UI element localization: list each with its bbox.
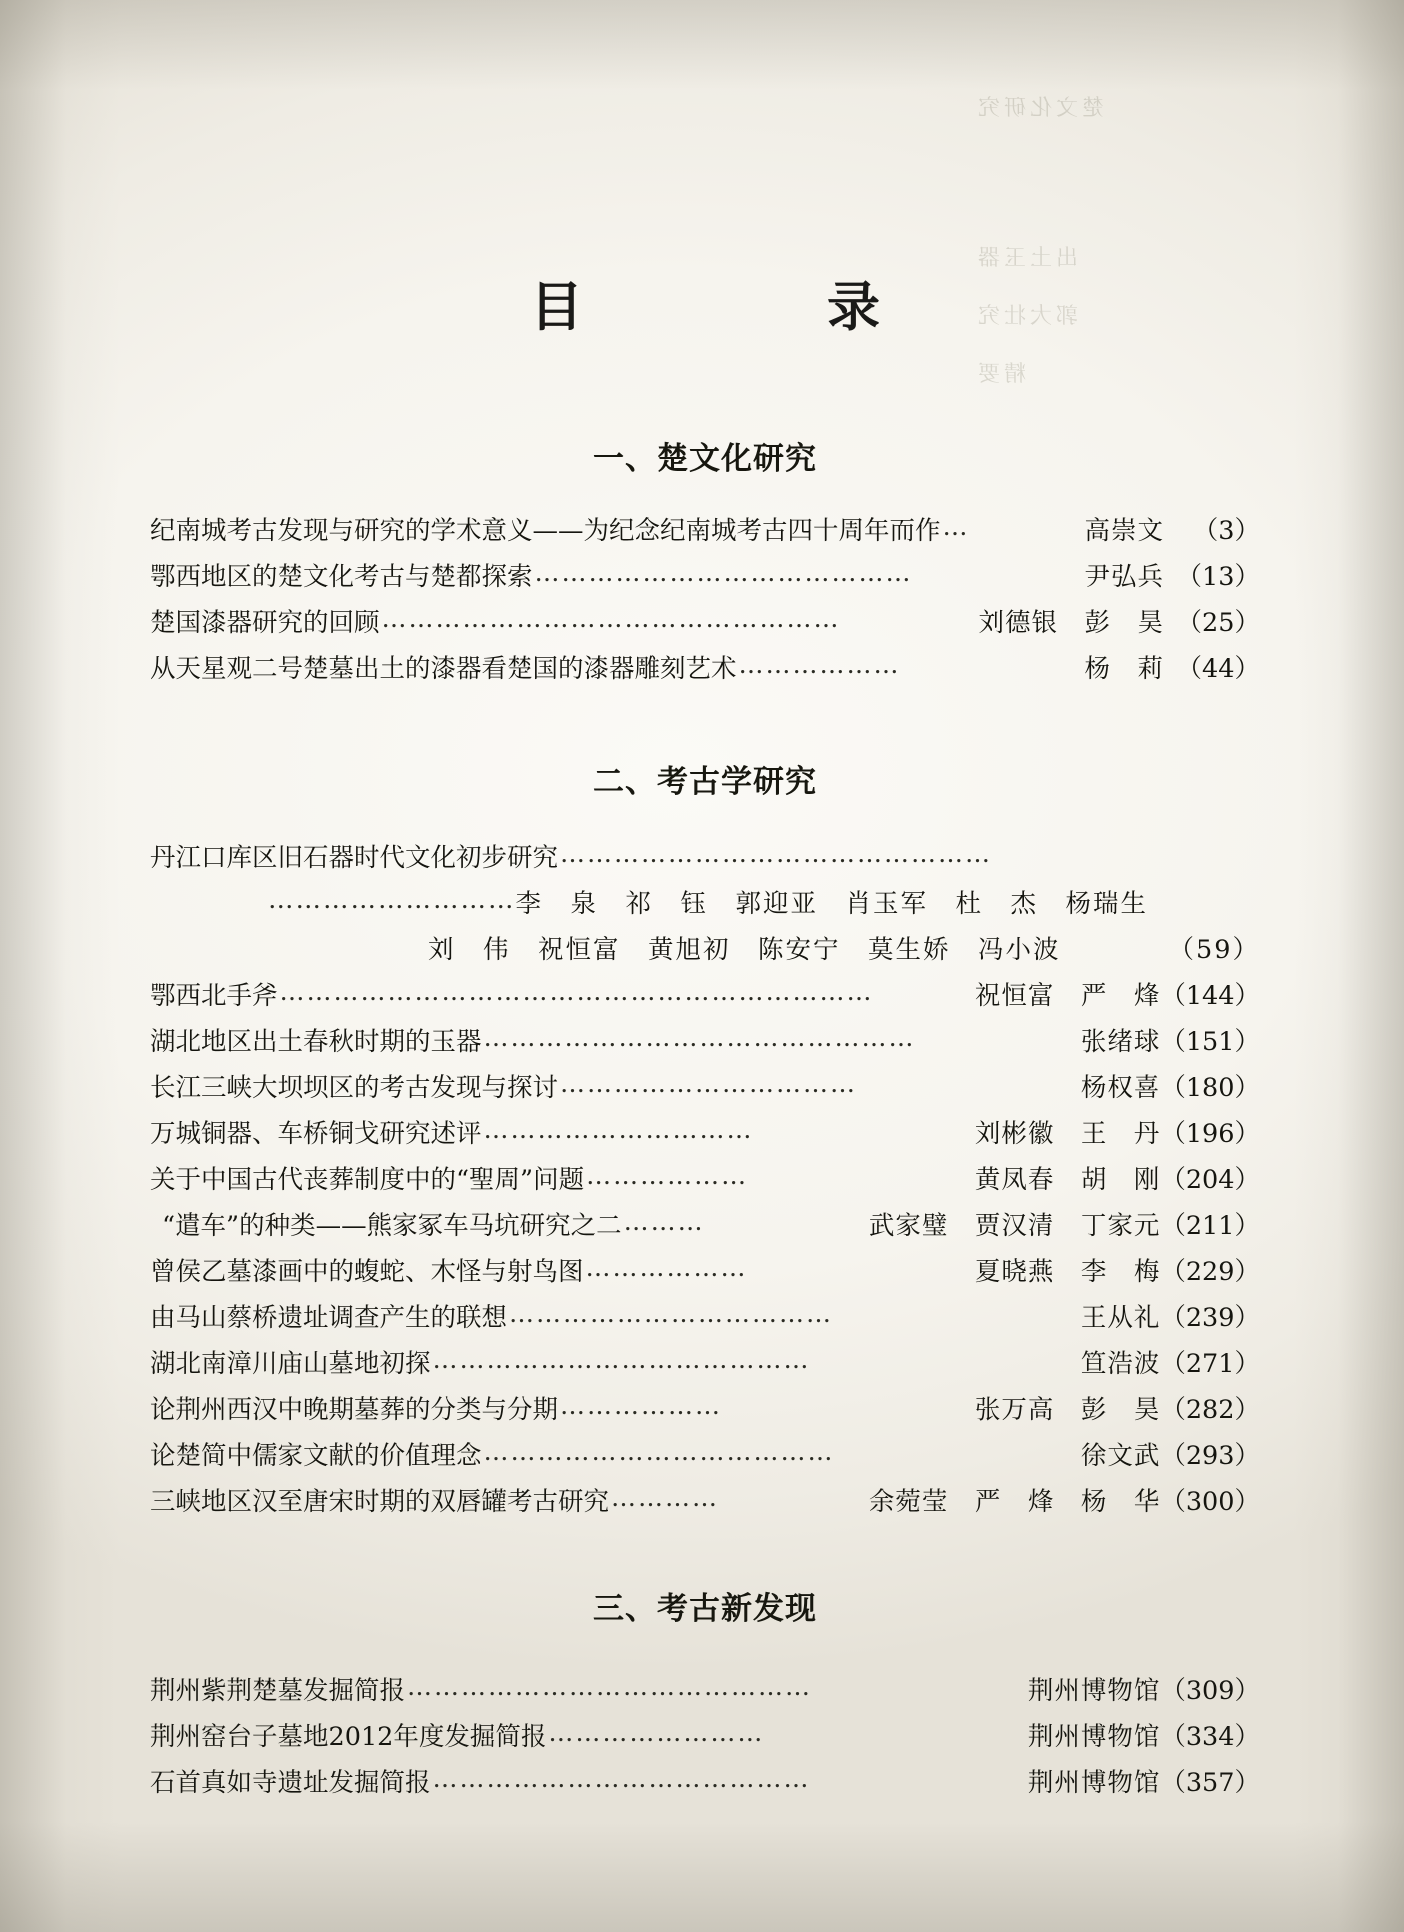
entry-title: 由马山蔡桥遗址调查产生的联想 <box>150 1303 508 1333</box>
entry-leader-dots: ………………………… <box>483 1115 754 1144</box>
entry-leader-dots: ………………………………………… <box>483 1023 916 1052</box>
entry-authors: 张万高 彭 昊 <box>974 1395 1161 1425</box>
showthrough-line-2: 出土玉器 <box>974 246 1079 271</box>
entry-authors: 荆州博物馆 <box>1027 1676 1161 1706</box>
entry-authors: 武家璧 贾汉清 丁家元 <box>868 1211 1161 1241</box>
entry-authors: 尹弘兵 <box>1084 562 1164 592</box>
entry-authors: 夏晓燕 李 梅 <box>974 1257 1161 1287</box>
entry-leader-dots: ……………… <box>560 1391 723 1420</box>
entry-leader-dots: …………………………………………… <box>381 604 841 633</box>
entry-title: 荆州紫荆楚墓发掘简报 <box>150 1676 406 1706</box>
entry-authors: 徐文武 <box>1080 1441 1161 1471</box>
table-of-contents <box>150 0 1260 1932</box>
toc-entry-continuation <box>150 881 1260 927</box>
toc-entry[interactable] <box>150 1668 1260 1714</box>
entry-leader-dots: ……………………………………… <box>407 1672 813 1701</box>
entry-title: 长江三峡大坝坝区的考古发现与探讨 <box>150 1073 559 1103</box>
entry-title: 湖北南漳川庙山墓地初探 <box>150 1349 431 1379</box>
entry-authors: 杨 莉 <box>1084 654 1164 684</box>
section-entries-3 <box>150 1668 1260 1806</box>
entry-title: 湖北地区出土春秋时期的玉器 <box>150 1027 482 1057</box>
entry-page: （300） <box>1160 1487 1260 1517</box>
entry-leader-dots: ……… <box>623 1207 705 1236</box>
toc-entry[interactable] <box>150 973 1260 1019</box>
entry-leader-dots: ………………………………… <box>483 1437 835 1466</box>
entry-page: （239） <box>1160 1303 1260 1333</box>
toc-entry[interactable] <box>150 646 1260 692</box>
entry-page: （180） <box>1160 1073 1260 1103</box>
entry-title: 楚国漆器研究的回顾 <box>150 608 380 638</box>
toc-entry[interactable] <box>150 1714 1260 1760</box>
entry-page: （25） <box>1176 608 1260 638</box>
entry-leader-dots: ………… <box>611 1483 720 1512</box>
toc-entry[interactable] <box>150 1760 1260 1806</box>
showthrough-line-4: 精要 <box>974 362 1027 387</box>
entry-leader-dots: ………………………………………… <box>560 839 993 868</box>
entry-authors: 黄凤春 胡 刚 <box>974 1165 1161 1195</box>
entry-page: （293） <box>1160 1441 1260 1471</box>
entry-authors: 李 泉 祁 钰 郭迎亚 肖玉军 杜 杰 杨瑞生 <box>515 889 1149 919</box>
entry-title: 论楚简中儒家文献的价值理念 <box>150 1441 482 1471</box>
entry-title: 曾侯乙墓漆画中的蝮蛇、木怪与射鸟图 <box>150 1257 584 1287</box>
toc-entry[interactable] <box>150 1433 1260 1479</box>
showthrough-line-3: 郭大壮究 <box>974 304 1079 329</box>
entry-authors: 刘彬徽 王 丹 <box>974 1119 1161 1149</box>
entry-leader-dots: …………………………………… <box>534 558 913 587</box>
entry-leader-dots: … <box>942 512 970 541</box>
toc-entry[interactable] <box>150 600 1260 646</box>
entry-title: 石首真如寺遗址发掘简报 <box>150 1768 431 1798</box>
entry-title: 丹江口库区旧石器时代文化初步研究 <box>150 843 559 873</box>
toc-entry[interactable] <box>150 1203 1260 1249</box>
section-entries-1 <box>150 508 1260 692</box>
entry-authors: 刘德银 彭 昊 <box>978 608 1164 638</box>
entry-leader-dots: ………………………………………………………… <box>279 977 874 1006</box>
entry-page: （309） <box>1160 1676 1260 1706</box>
toc-entry[interactable] <box>150 835 1260 881</box>
entry-leader-dots: …………………… <box>548 1718 765 1747</box>
entry-page: （334） <box>1160 1722 1260 1752</box>
entry-title: 纪南城考古发现与研究的学术意义——为纪念纪南城考古四十周年而作 <box>150 516 941 546</box>
entry-authors: 王从礼 <box>1080 1303 1161 1333</box>
toc-entry[interactable] <box>150 1249 1260 1295</box>
showthrough-line-1: 楚文化研究 <box>974 96 1105 121</box>
entry-authors: 余菀莹 严 烽 杨 华 <box>868 1487 1161 1517</box>
entry-authors: 荆州博物馆 <box>1027 1768 1161 1798</box>
entry-leader-dots: ……………………………… <box>509 1299 834 1328</box>
entry-page: （271） <box>1160 1349 1260 1379</box>
entry-page: （229） <box>1160 1257 1260 1287</box>
section-heading-2: 二、考古学研究 <box>593 764 817 800</box>
entry-leader-dots: …………………………… <box>560 1069 858 1098</box>
section-heading-3: 三、考古新发现 <box>593 1591 817 1627</box>
entry-page: （59） <box>1168 935 1260 965</box>
toc-entry[interactable] <box>150 1019 1260 1065</box>
toc-entry[interactable] <box>150 1111 1260 1157</box>
entry-leader-dots: ……………… <box>586 1161 749 1190</box>
toc-entry-continuation <box>150 927 1260 973</box>
entry-leader-dots: …………………………………… <box>432 1345 811 1374</box>
entry-authors: 笪浩波 <box>1080 1349 1161 1379</box>
entry-leader-dots: ……………………… <box>268 885 516 915</box>
entry-title: 鄂西北手斧 <box>150 981 278 1011</box>
toc-entry[interactable] <box>150 1295 1260 1341</box>
entry-title: 论荆州西汉中晚期墓葬的分类与分期 <box>150 1395 559 1425</box>
entry-authors: 张绪球 <box>1080 1027 1161 1057</box>
entry-title: “遣车”的种类——熊家冢车马坑研究之二 <box>162 1211 622 1241</box>
page-title: 目 录 <box>530 276 926 338</box>
section-heading-1: 一、楚文化研究 <box>593 441 817 477</box>
entry-authors: 荆州博物馆 <box>1027 1722 1161 1752</box>
toc-entry[interactable] <box>150 1157 1260 1203</box>
entry-page: （144） <box>1160 981 1260 1011</box>
entry-authors: 高崇文 <box>1084 516 1164 546</box>
entry-page: （44） <box>1176 654 1260 684</box>
entry-authors: 杨权喜 <box>1080 1073 1161 1103</box>
entry-title: 关于中国古代丧葬制度中的“聖周”问题 <box>150 1165 585 1195</box>
entry-title: 荆州窑台子墓地2012年度发掘简报 <box>150 1722 547 1752</box>
toc-entry[interactable] <box>150 1479 1260 1525</box>
entry-title: 从天星观二号楚墓出土的漆器看楚国的漆器雕刻艺术 <box>150 654 737 684</box>
toc-entry[interactable] <box>150 508 1260 554</box>
entry-page: （3） <box>1192 516 1260 546</box>
toc-entry[interactable] <box>150 1065 1260 1111</box>
toc-entry[interactable] <box>150 1341 1260 1387</box>
entry-page: （196） <box>1160 1119 1260 1149</box>
entry-leader-dots: ……………… <box>738 650 901 679</box>
section-entries-2 <box>150 835 1260 1525</box>
entry-page: （211） <box>1160 1211 1260 1241</box>
entry-leader-dots: ……………… <box>585 1253 748 1282</box>
entry-page: （151） <box>1160 1027 1260 1057</box>
entry-page: （204） <box>1160 1165 1260 1195</box>
toc-entry[interactable] <box>150 1387 1260 1433</box>
entry-title: 三峡地区汉至唐宋时期的双唇罐考古研究 <box>150 1487 610 1517</box>
entry-leader-dots: …………………………………… <box>432 1764 811 1793</box>
entry-authors: 刘 伟 祝恒富 黄旭初 陈安宁 莫生娇 冯小波 <box>428 935 1061 965</box>
entry-page: （282） <box>1160 1395 1260 1425</box>
toc-entry[interactable] <box>150 554 1260 600</box>
entry-title: 鄂西地区的楚文化考古与楚都探索 <box>150 562 533 592</box>
entry-page: （13） <box>1176 562 1260 592</box>
entry-authors: 祝恒富 严 烽 <box>974 981 1161 1011</box>
entry-title: 万城铜器、车桥铜戈研究述评 <box>150 1119 482 1149</box>
entry-page: （357） <box>1160 1768 1260 1798</box>
